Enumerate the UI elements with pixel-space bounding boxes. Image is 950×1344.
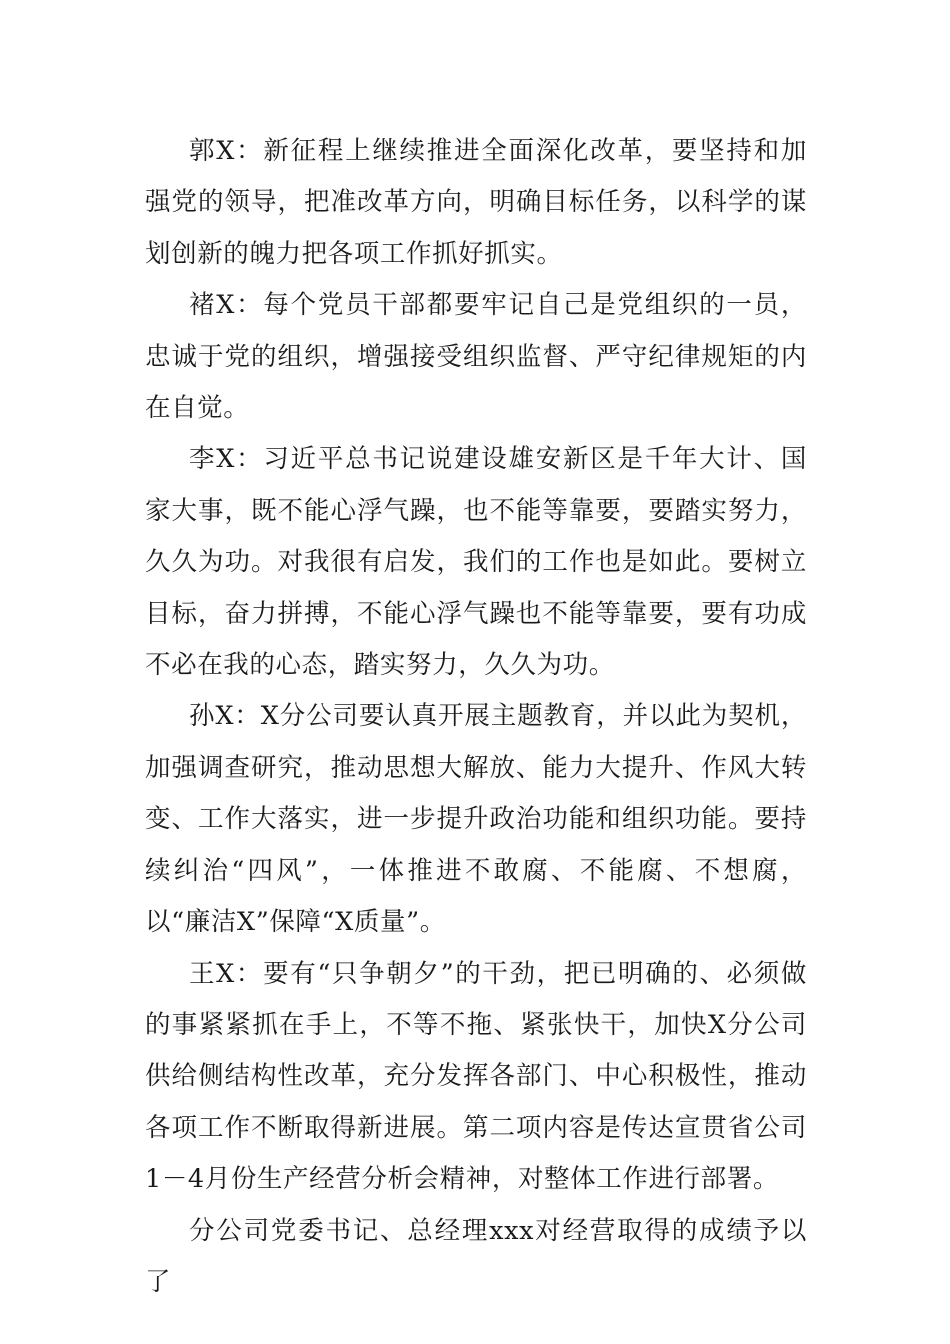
- paragraph-branch-secretary: 分公司党委书记、总经理xxx对经营取得的成绩予以了: [145, 1215, 807, 1297]
- paragraph-sun: 孙X：X分公司要认真开展主题教育，并以此为契机，加强调查研究，推动思想大解放、能力大提升、作风大转变、工作大落实，进一步提升政治功能和组织功能。要持续纠治“四风”，一体推进不敢腐、不能腐、不想腐，以“廉洁X”保障“X质量”。: [145, 701, 807, 938]
- paragraph-guo: 郭X：新征程上继续推进全面深化改革，要坚持和加强党的领导，把准改革方向，明确目标任务，以科学的谋划创新的魄力把各项工作抓好抓实。: [145, 136, 807, 269]
- paragraph-wang: 王X：要有“只争朝夕”的干劲，把已明确的、必须做的事紧紧抓在手上，不等不拖、紧张快干，加快X分公司供给侧结构性改革，充分发挥各部门、中心积极性，推动各项工作不断取得新进展。第二项内容是传达宣贯省公司1－4月份生产经营分析会精神，对整体工作进行部署。: [145, 958, 807, 1195]
- paragraph-li: 李X：习近平总书记说建设雄安新区是千年大计、国家大事，既不能心浮气躁，也不能等靠要，要踏实努力，久久为功。对我很有启发，我们的工作也是如此。要树立目标，奋力拼搏，不能心浮气躁也不能等靠要，要有功成不必在我的心态，踏实努力，久久为功。: [145, 444, 807, 681]
- document-body: [145, 126, 807, 1308]
- paragraph-chu: 褚X：每个党员干部都要牢记自己是党组织的一员，忠诚于党的组织，增强接受组织监督、严守纪律规矩的内在自觉。: [145, 290, 807, 424]
